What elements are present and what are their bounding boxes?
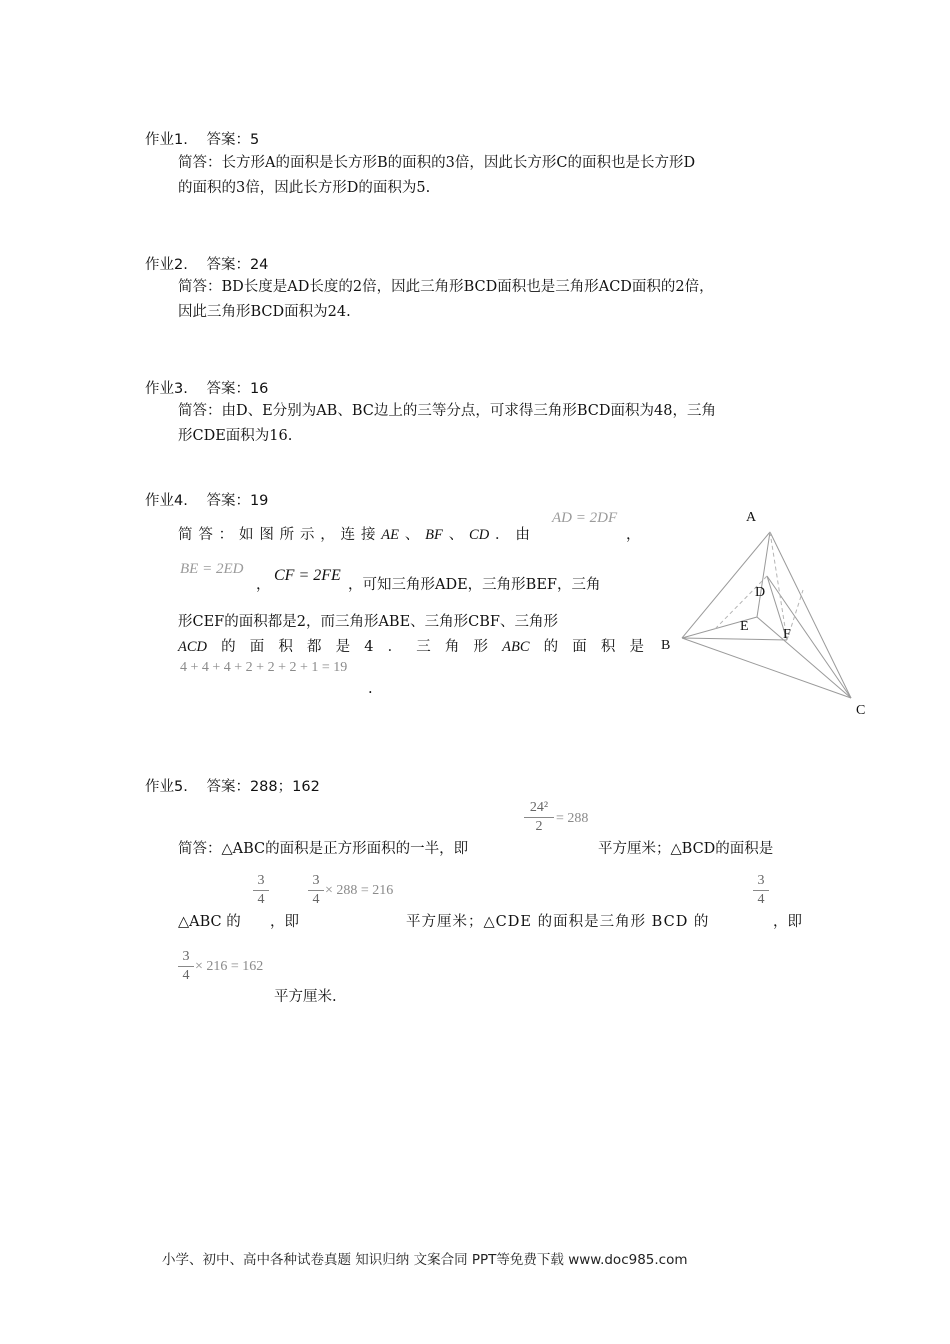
hw5-title (145, 775, 320, 796)
hw4-line4-char: 是 (629, 639, 644, 655)
hw1-line1: 简答：长方形A的面积是长方形B的面积的3倍，因此长方形C的面积也是长方形D (178, 155, 696, 171)
fraction-bar (253, 890, 269, 891)
fraction-denominator: 4 (757, 892, 765, 907)
hw4-line1-char: 所 (279, 527, 295, 543)
hw5-line2-d: ，即 (773, 914, 802, 930)
hw4-line1-char: 、 (448, 527, 464, 543)
hw5-fraction-3-4 (753, 873, 769, 908)
hw5-line1-b: 平方厘米；△BCD的面积是 (598, 841, 774, 857)
hw4-line1-char: 答 (198, 527, 213, 543)
hw3-label: 作业3. (145, 381, 188, 397)
fraction-denominator: 4 (182, 968, 190, 983)
dashed-af (770, 532, 787, 640)
hw4-line1-char: ， (320, 527, 335, 543)
hw1-line2: 的面积的3倍，因此长方形D的面积为5. (178, 180, 431, 196)
hw4-comma: ， (626, 527, 641, 543)
hw4-line1-char: ． (495, 527, 510, 543)
label-d: D (755, 585, 766, 600)
hw4-label: 作业4. (145, 493, 188, 509)
hw4-eq-ad-2df: AD = 2DF (552, 510, 618, 526)
hw4-line4-char: 三 (416, 639, 431, 655)
fraction-numerator: 3 (257, 873, 265, 888)
hw4-line4-char: 面 (572, 639, 587, 655)
hw4-answer: 答案：19 (206, 493, 269, 509)
hw5-fraction-3-4 (308, 873, 324, 908)
fraction-numerator: 24² (529, 800, 549, 815)
hw3-line2: 形CDE面积为16. (178, 428, 293, 444)
label-a: A (746, 510, 757, 525)
hw4-line1-char: BF (425, 527, 443, 543)
hw4-line1-char: 接 (360, 527, 376, 543)
hw2-answer: 答案：24 (206, 257, 269, 273)
hw4-line1-char: 如 (238, 527, 254, 543)
fraction-bar (524, 817, 554, 818)
hw4-line4-char: ． (387, 639, 403, 655)
hw4-line1-char: CD (469, 527, 490, 543)
fraction-bar (308, 890, 324, 891)
hw5-fraction-3-4 (178, 949, 194, 984)
hw4-line4-char: 4 (364, 639, 374, 655)
fraction-numerator: 3 (182, 949, 190, 964)
segment-bf (682, 638, 787, 640)
hw4-title (145, 489, 268, 510)
hw4-line4-char: ABC (502, 639, 530, 655)
hw2-line2: 因此三角形BCD面积为24. (178, 304, 351, 320)
label-f: F (783, 627, 791, 642)
hw5-label: 作业5. (145, 779, 188, 795)
fraction-numerator: 3 (312, 873, 320, 888)
hw1-title (145, 128, 259, 149)
hw4-line4 (178, 638, 644, 656)
hw4-line4-char: ACD (178, 639, 207, 655)
hw3-line1: 简答：由D、E分别为AB、BC边上的三等分点，可求得三角形BCD面积为48，三角 (178, 403, 716, 419)
hw4-line2-tail: ，可知三角形ADE，三角形BEF，三角 (348, 577, 601, 593)
hw4-line4-char: 角 (444, 639, 460, 655)
hw4-line4-char: 的 (221, 639, 236, 655)
hw4-comma-2: ， (256, 577, 271, 593)
hw5-answer: 答案：288；162 (206, 779, 320, 795)
hw4-line1-char: 图 (259, 527, 274, 543)
hw5-line1-a: 简答：△ABC的面积是正方形面积的一半，即 (178, 841, 469, 857)
hw4-line1-char: 示 (299, 527, 315, 543)
hw4-line4-char: 面 (249, 639, 265, 655)
hw4-line1-char: 简 (178, 527, 193, 543)
hw4-eq-be-2ed: BE = 2ED (180, 561, 244, 577)
hw5-line2-b: ，即 (270, 914, 299, 930)
hw1-label: 作业1. (145, 132, 188, 148)
hw5-line2-a: △ABC 的 (178, 914, 241, 930)
hw2-title (145, 253, 268, 274)
hw4-line1-char: 、 (404, 527, 420, 543)
hw5-line2-c: 平方厘米；△CDE 的面积是三角形 BCD 的 (406, 914, 710, 930)
hw5-eq2-tail: × 288 = 216 (325, 883, 394, 898)
hw4-line1-char: 由 (515, 527, 530, 543)
fraction-denominator: 4 (257, 892, 265, 907)
fraction-denominator: 4 (312, 892, 320, 907)
hw2-label: 作业2. (145, 257, 188, 273)
hw4-line4-char: 都 (307, 639, 322, 655)
hw4-line4-char: 积 (600, 639, 616, 655)
hw5-fraction-3-4 (253, 873, 269, 908)
hw4-line4-char: 是 (335, 639, 351, 655)
fraction-bar (178, 966, 194, 967)
hw4-line4-char: 的 (543, 639, 559, 655)
label-c: C (856, 703, 866, 718)
hw4-period: . (368, 681, 373, 697)
hw5-line3: 平方厘米. (274, 989, 337, 1005)
hw5-eq3-tail: × 216 = 162 (195, 959, 264, 974)
fraction-denominator: 2 (535, 819, 543, 834)
hw3-answer: 答案：16 (206, 381, 269, 397)
label-e: E (740, 619, 749, 634)
hw4-line4-char: 形 (473, 639, 488, 655)
hw3-title (145, 377, 268, 398)
hw5-fraction-24sq-2 (524, 800, 554, 835)
hw4-line1-char: 连 (340, 527, 356, 543)
fraction-numerator: 3 (757, 873, 765, 888)
hw4-line3: 形CEF的面积都是2，而三角形ABE、三角形CBF、三角形 (178, 614, 558, 630)
page-footer: 小学、初中、高中各种试卷真题 知识归纳 文案合同 PPT等免费下载 www.doc985.com (162, 1252, 688, 1268)
hw4-line1-char: AE (381, 527, 399, 543)
triangle-figure (655, 500, 885, 722)
hw4-eq-sum: 4 + 4 + 4 + 2 + 2 + 2 + 1 = 19 (180, 660, 348, 675)
hw2-line1: 简答：BD长度是AD长度的2倍，因此三角形BCD面积也是三角形ACD面积的2倍， (178, 279, 714, 295)
hw1-answer: 答案：5 (206, 132, 260, 148)
label-b: B (661, 638, 671, 653)
hw5-eq1-result: = 288 (556, 811, 589, 826)
hw4-eq-cf-2fe: CF = 2FE (274, 567, 341, 584)
hw4-line4-char: 积 (278, 639, 293, 655)
fraction-bar (753, 890, 769, 891)
hw4-line1 (178, 526, 530, 544)
hw4-line1-char: ： (218, 527, 234, 543)
